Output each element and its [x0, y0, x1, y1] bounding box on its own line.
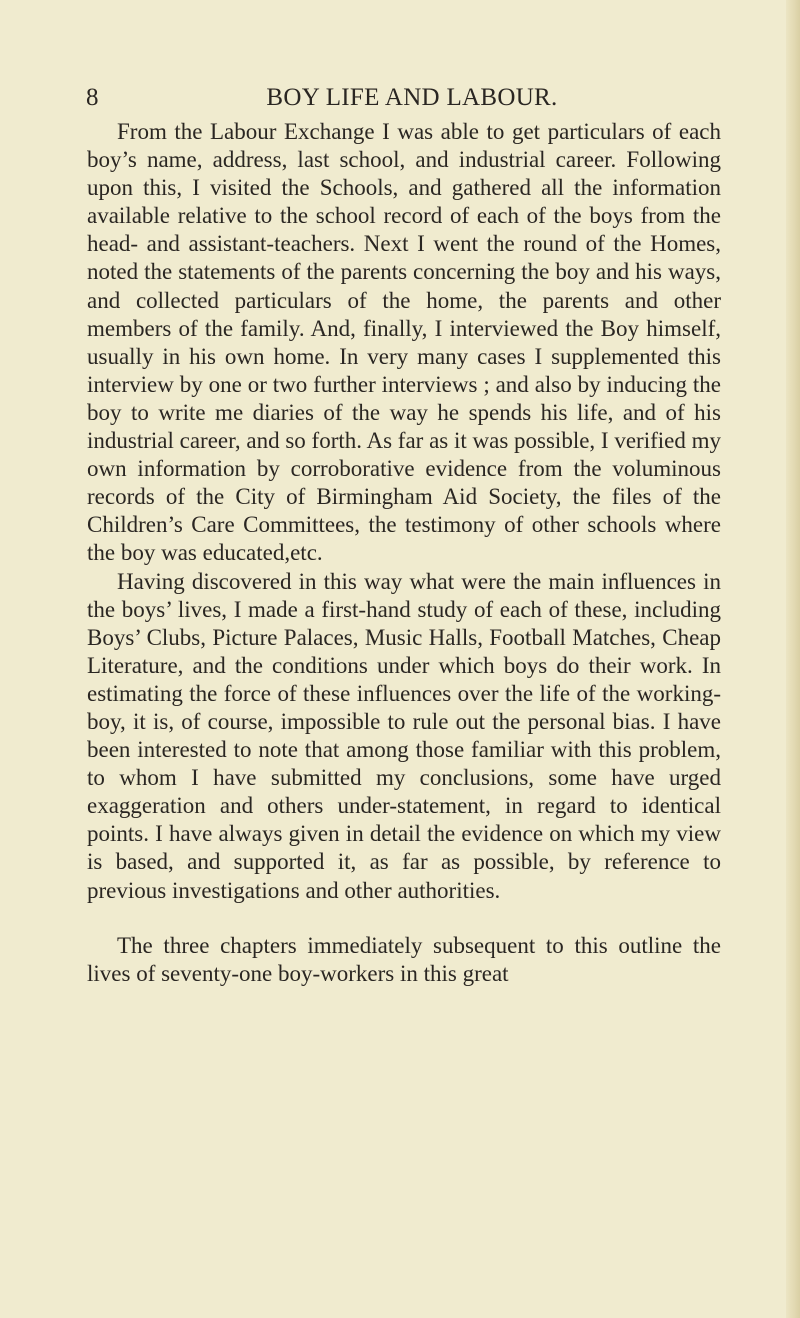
page-number: 8 [86, 84, 99, 111]
paragraph-1: From the Labour Exchange I was able to get particulars of each boy’s name, address, last school, and industrial career. Following upon this, I visited the Schools, and gathered all the information available relative to the school record of each of the boys from the head- and assistant-teachers. Next I went the round of the Homes, noted the statements of the parents concerning the boy and his ways, and collected particulars of the home, the parents and other members of the family. And, finally, I interviewed the Boy himself, usually in his own home. In very many cases I supplemented this interview by one or two further interviews ; and also by inducing the boy to write me diaries of the way he spends his life, and of his industrial career, and so forth. As far as it was possible, I verified my own information by corroborative evidence from the voluminous records of the City of Birmingham Aid Society, the files of the Children’s Care Committees, the testimony of other schools where the boy was educated,etc. [87, 119, 721, 566]
body-text [87, 118, 721, 988]
paragraph-3: The three chapters immediately subsequent to this outline the lives of seventy-one boy-workers in this great [87, 932, 721, 986]
running-header [86, 82, 726, 114]
page-edge [786, 0, 800, 1318]
paragraph-2: Having discovered in this way what were the main influences in the boys’ lives, I made a first-hand study of each of these, including Boys’ Clubs, Picture Palaces, Music Halls, Football Matches, Cheap Literature, and the conditions under which boys do their work. In estimating the force of these influences over the life of the working-boy, it is, of course, impossible to rule out the personal bias. I have been interested to note that among those familiar with this problem, to whom I have submitted my conclusions, some have urged exaggeration and others under-statement, in regard to identical points. I have always given in detail the evidence on which my view is based, and supported it, as far as possible, by reference to previous investigations and other authorities. [87, 568, 721, 903]
running-title: BOY LIFE AND LABOUR. [266, 84, 558, 111]
